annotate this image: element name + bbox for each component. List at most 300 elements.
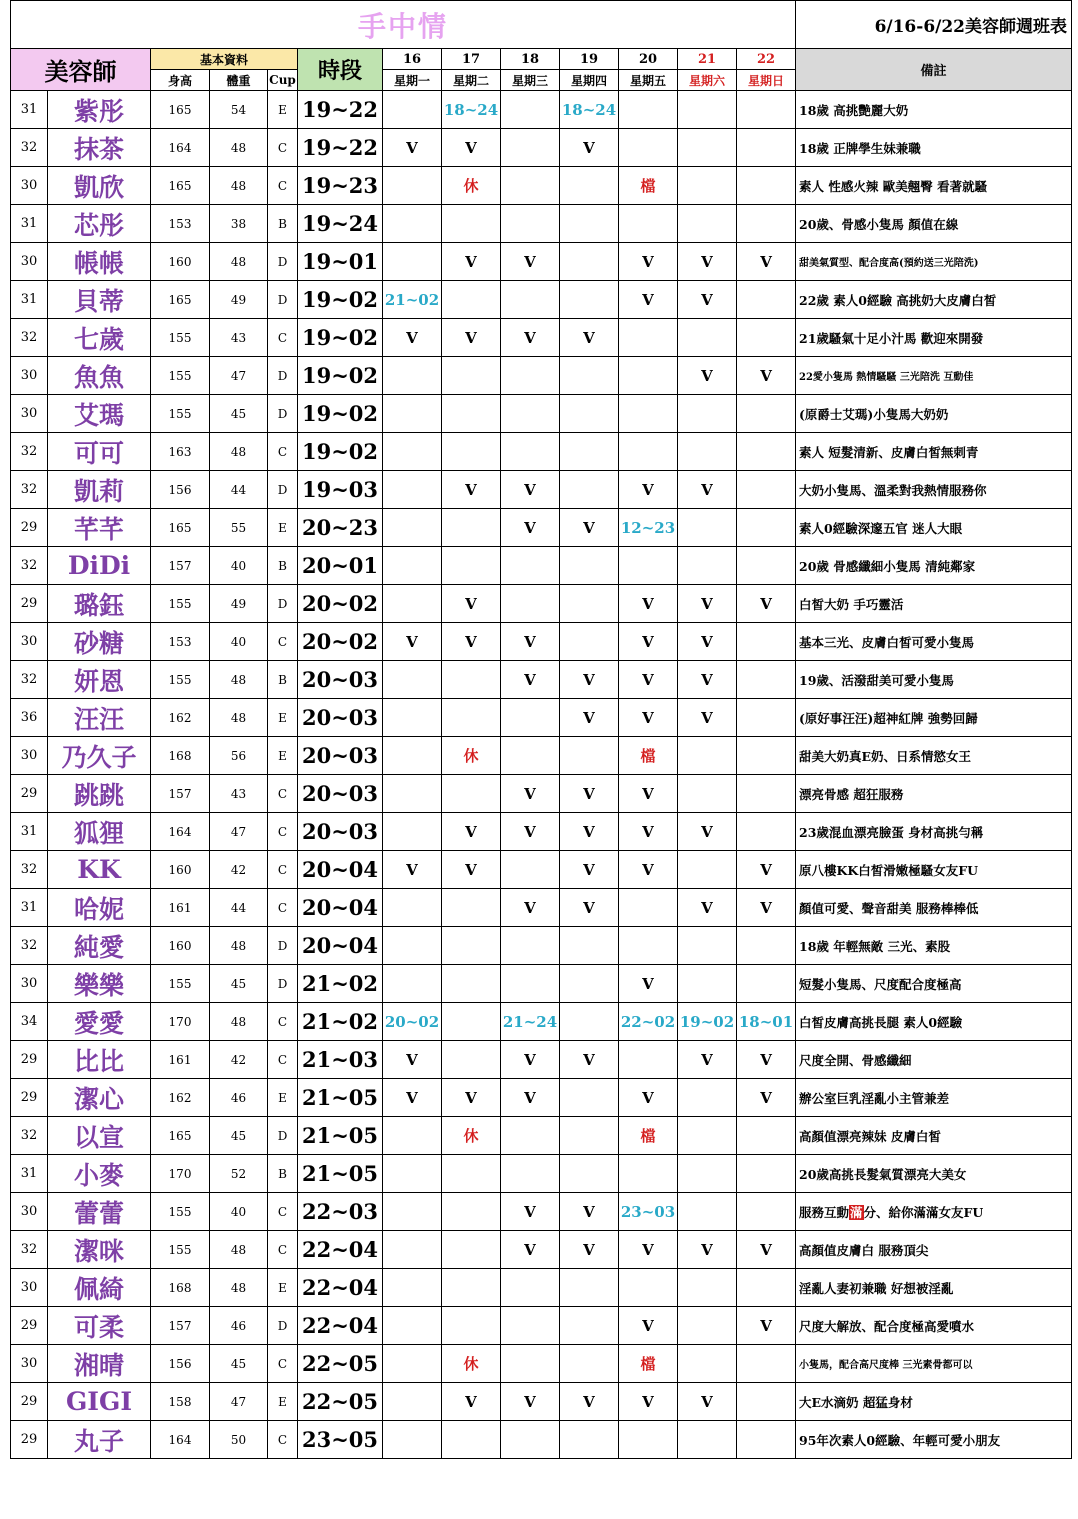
age-cell: 32: [11, 547, 48, 585]
time-slot-cell: 23~05: [298, 1421, 383, 1459]
cup-cell: C: [268, 623, 298, 661]
beautician-name: 以宣: [48, 1117, 151, 1155]
cup-header: Cup: [268, 70, 298, 91]
weight-cell: 48: [210, 433, 268, 471]
day-cell: V: [560, 775, 619, 813]
time-slot-cell: 19~02: [298, 395, 383, 433]
table-row: [11, 585, 1072, 623]
time-slot-cell: 20~04: [298, 927, 383, 965]
day-cell: V: [619, 699, 678, 737]
cup-cell: E: [268, 1383, 298, 1421]
day-cell: [737, 471, 796, 509]
day-cell: V: [560, 699, 619, 737]
beautician-name: 湘晴: [48, 1345, 151, 1383]
time-slot-cell: 21~02: [298, 965, 383, 1003]
day-cell: 檔: [619, 1117, 678, 1155]
cup-cell: E: [268, 91, 298, 129]
table-row: [11, 167, 1072, 205]
beautician-name: DiDi: [48, 547, 151, 585]
beautician-name: 汪汪: [48, 699, 151, 737]
day-cell: [501, 357, 560, 395]
weight-cell: 38: [210, 205, 268, 243]
day-cell: V: [501, 1079, 560, 1117]
day-cell: [737, 167, 796, 205]
day-cell: V: [442, 813, 501, 851]
table-row: [11, 737, 1072, 775]
day-cell: [383, 737, 442, 775]
day-cell: [501, 167, 560, 205]
day-cell: V: [619, 775, 678, 813]
day-cell: [501, 927, 560, 965]
age-cell: 31: [11, 205, 48, 243]
table-row: [11, 1041, 1072, 1079]
age-cell: 32: [11, 851, 48, 889]
day-cell: V: [619, 281, 678, 319]
day-cell: [737, 1345, 796, 1383]
age-cell: 32: [11, 129, 48, 167]
day-cell: V: [442, 243, 501, 281]
day-cell: [383, 1307, 442, 1345]
day-cell: V: [678, 357, 737, 395]
day-cell: V: [383, 1041, 442, 1079]
time-slot-cell: 20~01: [298, 547, 383, 585]
beautician-name: 佩綺: [48, 1269, 151, 1307]
day-cell: [619, 205, 678, 243]
day-cell: V: [619, 1231, 678, 1269]
weight-cell: 47: [210, 813, 268, 851]
day-cell: [442, 965, 501, 1003]
day-cell: [678, 927, 737, 965]
day-cell: V: [560, 889, 619, 927]
note-cell: 高顏值皮膚白 服務頂尖: [796, 1231, 1072, 1269]
note-cell: 22歲 素人0經驗 高挑奶大皮膚白皙: [796, 281, 1072, 319]
cup-cell: B: [268, 661, 298, 699]
day-cell: [383, 585, 442, 623]
cup-cell: C: [268, 1003, 298, 1041]
day-date-header: 18: [501, 49, 560, 70]
day-cell: V: [619, 585, 678, 623]
height-cell: 160: [151, 851, 210, 889]
time-slot-cell: 20~02: [298, 585, 383, 623]
day-cell: V: [501, 243, 560, 281]
height-cell: 161: [151, 889, 210, 927]
note-cell: 尺度全開、骨感纖細: [796, 1041, 1072, 1079]
day-cell: [501, 965, 560, 1003]
table-row: [11, 1003, 1072, 1041]
week-title: 6/16-6/22美容師週班表: [796, 1, 1072, 49]
day-cell: [383, 927, 442, 965]
table-row: [11, 547, 1072, 585]
day-cell: [560, 623, 619, 661]
cup-cell: D: [268, 965, 298, 1003]
day-cell: V: [619, 661, 678, 699]
weight-cell: 46: [210, 1307, 268, 1345]
table-row: [11, 471, 1072, 509]
table-row: [11, 889, 1072, 927]
beautician-name: GIGI: [48, 1383, 151, 1421]
cup-cell: D: [268, 585, 298, 623]
day-cell: V: [560, 813, 619, 851]
cup-cell: E: [268, 509, 298, 547]
weight-cell: 40: [210, 547, 268, 585]
time-slot-cell: 20~03: [298, 699, 383, 737]
day-cell: [737, 1421, 796, 1459]
day-cell: V: [501, 1193, 560, 1231]
day-cell: [501, 433, 560, 471]
time-slot-cell: 22~05: [298, 1383, 383, 1421]
day-cell: V: [619, 965, 678, 1003]
day-date-header: 21: [678, 49, 737, 70]
day-cell: [560, 585, 619, 623]
time-slot-cell: 20~03: [298, 737, 383, 775]
note-cell: 18歲 高挑艷麗大奶: [796, 91, 1072, 129]
day-cell: [442, 547, 501, 585]
day-cell: [737, 813, 796, 851]
note-cell: (原好事汪汪)超神紅牌 強勢回歸: [796, 699, 1072, 737]
day-date-header: 16: [383, 49, 442, 70]
day-cell: V: [383, 851, 442, 889]
time-slot-cell: 22~04: [298, 1269, 383, 1307]
day-cell: 休: [442, 1117, 501, 1155]
day-cell: [678, 509, 737, 547]
day-cell: [442, 1307, 501, 1345]
weight-cell: 55: [210, 509, 268, 547]
day-cell: [383, 889, 442, 927]
table-row: [11, 1383, 1072, 1421]
cup-cell: C: [268, 319, 298, 357]
day-cell: V: [442, 851, 501, 889]
day-cell: V: [501, 661, 560, 699]
time-slot-cell: 21~02: [298, 1003, 383, 1041]
beautician-name: 艾瑪: [48, 395, 151, 433]
day-cell: V: [737, 585, 796, 623]
cup-cell: D: [268, 1307, 298, 1345]
weight-cell: 47: [210, 357, 268, 395]
day-date-header: 17: [442, 49, 501, 70]
table-row: [11, 927, 1072, 965]
day-cell: [619, 433, 678, 471]
day-cell: [678, 775, 737, 813]
day-cell: [560, 1421, 619, 1459]
weight-cell: 48: [210, 1231, 268, 1269]
day-cell: 20~02: [383, 1003, 442, 1041]
table-row: [11, 433, 1072, 471]
day-cell: V: [442, 1079, 501, 1117]
table-row: [11, 1117, 1072, 1155]
beautician-name: 純愛: [48, 927, 151, 965]
height-cell: 165: [151, 281, 210, 319]
day-cell: [678, 1345, 737, 1383]
weight-cell: 45: [210, 1345, 268, 1383]
beautician-name: 潔心: [48, 1079, 151, 1117]
age-cell: 32: [11, 927, 48, 965]
day-cell: [442, 433, 501, 471]
weight-cell: 43: [210, 775, 268, 813]
day-cell: [501, 1117, 560, 1155]
table-row: [11, 965, 1072, 1003]
day-cell: [442, 699, 501, 737]
cup-cell: D: [268, 471, 298, 509]
age-cell: 29: [11, 1079, 48, 1117]
day-cell: V: [737, 851, 796, 889]
note-cell: 辦公室巨乳淫亂小主管兼差: [796, 1079, 1072, 1117]
day-cell: [737, 395, 796, 433]
day-cell: [383, 1421, 442, 1459]
note-cell: 顏值可愛、聲音甜美 服務棒棒低: [796, 889, 1072, 927]
beautician-name: 芊芊: [48, 509, 151, 547]
weight-cell: 54: [210, 91, 268, 129]
table-row: [11, 1155, 1072, 1193]
table-row: [11, 1231, 1072, 1269]
day-cell: [737, 547, 796, 585]
day-cell: [501, 91, 560, 129]
day-cell: [501, 129, 560, 167]
weight-cell: 50: [210, 1421, 268, 1459]
day-cell: [737, 1193, 796, 1231]
note-cell: 高顏值漂亮辣妹 皮膚白皙: [796, 1117, 1072, 1155]
cup-cell: C: [268, 1231, 298, 1269]
cup-cell: D: [268, 1117, 298, 1155]
day-cell: [737, 1383, 796, 1421]
note-text: 分、給你滿滿女友FU: [863, 1204, 984, 1220]
cup-cell: C: [268, 433, 298, 471]
day-cell: [678, 1269, 737, 1307]
note-cell: 18歲 正牌學生妹兼職: [796, 129, 1072, 167]
day-cell: V: [678, 661, 737, 699]
weekday-header: 星期二: [442, 70, 501, 91]
day-cell: [737, 965, 796, 1003]
day-cell: [678, 91, 737, 129]
day-cell: V: [619, 1307, 678, 1345]
day-cell: [560, 1269, 619, 1307]
time-slot-cell: 22~04: [298, 1231, 383, 1269]
height-cell: 161: [151, 1041, 210, 1079]
day-cell: V: [560, 1193, 619, 1231]
day-cell: [560, 927, 619, 965]
note-cell: 白皙皮膚高挑長腿 素人0經驗: [796, 1003, 1072, 1041]
weight-cell: 42: [210, 1041, 268, 1079]
day-cell: V: [678, 281, 737, 319]
table-row: [11, 205, 1072, 243]
note-cell: 22愛小隻馬 熱情騷騷 三光陪洗 互動佳: [796, 357, 1072, 395]
day-cell: [442, 281, 501, 319]
age-cell: 34: [11, 1003, 48, 1041]
day-cell: [560, 1155, 619, 1193]
weight-cell: 48: [210, 129, 268, 167]
note-cell: 原八樓KK白皙滑嫩極騷女友FU: [796, 851, 1072, 889]
day-cell: [383, 813, 442, 851]
beautician-name: 樂樂: [48, 965, 151, 1003]
time-slot-cell: 20~03: [298, 775, 383, 813]
weight-cell: 49: [210, 281, 268, 319]
day-cell: V: [678, 585, 737, 623]
height-cell: 153: [151, 623, 210, 661]
day-cell: [737, 1155, 796, 1193]
height-cell: 155: [151, 357, 210, 395]
time-slot-cell: 21~05: [298, 1155, 383, 1193]
beautician-name: 貝蒂: [48, 281, 151, 319]
height-cell: 164: [151, 1421, 210, 1459]
height-cell: 158: [151, 1383, 210, 1421]
day-cell: [383, 1383, 442, 1421]
age-cell: 29: [11, 1307, 48, 1345]
cup-cell: D: [268, 357, 298, 395]
day-cell: [737, 1117, 796, 1155]
note-cell: 甜美氣質型、配合度高(預約送三光陪洗): [796, 243, 1072, 281]
height-cell: 165: [151, 1117, 210, 1155]
note-cell: 短髮小隻馬、尺度配合度極高: [796, 965, 1072, 1003]
day-cell: 23~03: [619, 1193, 678, 1231]
height-cell: 155: [151, 1193, 210, 1231]
age-cell: 29: [11, 585, 48, 623]
day-cell: [619, 889, 678, 927]
day-cell: [737, 205, 796, 243]
cup-cell: D: [268, 281, 298, 319]
day-cell: [737, 91, 796, 129]
note-cell: 20歲 骨感纖細小隻馬 清純鄰家: [796, 547, 1072, 585]
day-cell: V: [619, 1079, 678, 1117]
time-slot-cell: 19~22: [298, 129, 383, 167]
notes-header: 備註: [796, 49, 1072, 91]
beautician-name: 丸子: [48, 1421, 151, 1459]
day-cell: 休: [442, 737, 501, 775]
table-row: [11, 1307, 1072, 1345]
note-cell: (原爵士艾瑪)小隻馬大奶奶: [796, 395, 1072, 433]
beautician-name: 凱莉: [48, 471, 151, 509]
day-date-header: 22: [737, 49, 796, 70]
day-cell: [737, 509, 796, 547]
weight-header: 體重: [210, 70, 268, 91]
day-cell: [383, 1117, 442, 1155]
day-cell: [619, 1421, 678, 1459]
cup-cell: D: [268, 927, 298, 965]
cup-cell: C: [268, 167, 298, 205]
cup-cell: E: [268, 699, 298, 737]
height-cell: 155: [151, 1231, 210, 1269]
note-cell: 小隻馬，配合高尺度棒 三光素骨都可以: [796, 1345, 1072, 1383]
day-cell: [560, 965, 619, 1003]
day-cell: V: [619, 1383, 678, 1421]
table-row: [11, 357, 1072, 395]
day-cell: [383, 471, 442, 509]
beautician-name: 七歲: [48, 319, 151, 357]
day-cell: [383, 357, 442, 395]
height-cell: 160: [151, 927, 210, 965]
weight-cell: 45: [210, 395, 268, 433]
day-cell: 21~24: [501, 1003, 560, 1041]
time-slot-cell: 21~05: [298, 1117, 383, 1155]
day-cell: [383, 699, 442, 737]
time-slot-cell: 19~24: [298, 205, 383, 243]
table-row: [11, 281, 1072, 319]
table-row: [11, 1421, 1072, 1459]
day-cell: [501, 281, 560, 319]
title-row: [11, 1, 1072, 49]
day-cell: [737, 737, 796, 775]
cup-cell: C: [268, 851, 298, 889]
day-date-header: 19: [560, 49, 619, 70]
day-cell: [737, 661, 796, 699]
day-cell: [501, 1155, 560, 1193]
beautician-header: 美容師: [11, 49, 151, 91]
day-cell: [383, 775, 442, 813]
table-row: [11, 91, 1072, 129]
day-cell: [560, 205, 619, 243]
day-cell: V: [501, 1383, 560, 1421]
note-cell: 21歲騷氣十足小汁馬 歡迎來開發: [796, 319, 1072, 357]
day-cell: [737, 129, 796, 167]
day-cell: [678, 1193, 737, 1231]
day-cell: V: [737, 1231, 796, 1269]
day-cell: [560, 281, 619, 319]
time-slot-cell: 19~23: [298, 167, 383, 205]
day-cell: [442, 1269, 501, 1307]
day-cell: [442, 1155, 501, 1193]
day-cell: [678, 395, 737, 433]
beautician-name: 跳跳: [48, 775, 151, 813]
day-cell: V: [501, 1231, 560, 1269]
note-cell: 甜美大奶真E奶、日系情慾女王: [796, 737, 1072, 775]
day-cell: [442, 1193, 501, 1231]
day-cell: 檔: [619, 737, 678, 775]
day-cell: [619, 1041, 678, 1079]
table-row: [11, 509, 1072, 547]
beautician-name: 可柔: [48, 1307, 151, 1345]
day-cell: V: [737, 357, 796, 395]
age-cell: 32: [11, 1231, 48, 1269]
day-cell: [383, 661, 442, 699]
table-row: [11, 699, 1072, 737]
day-cell: [678, 737, 737, 775]
day-cell: V: [560, 1231, 619, 1269]
height-cell: 170: [151, 1155, 210, 1193]
beautician-name: 乃久子: [48, 737, 151, 775]
cup-cell: E: [268, 737, 298, 775]
cup-cell: D: [268, 243, 298, 281]
time-slot-cell: 21~03: [298, 1041, 383, 1079]
day-cell: V: [619, 813, 678, 851]
day-cell: [678, 1421, 737, 1459]
cup-cell: E: [268, 1079, 298, 1117]
day-cell: V: [501, 813, 560, 851]
day-cell: V: [501, 775, 560, 813]
cup-cell: C: [268, 889, 298, 927]
day-cell: V: [383, 129, 442, 167]
beautician-name: 愛愛: [48, 1003, 151, 1041]
height-cell: 156: [151, 1345, 210, 1383]
day-cell: [678, 1307, 737, 1345]
table-row: [11, 1079, 1072, 1117]
beautician-name: 蕾蕾: [48, 1193, 151, 1231]
day-cell: V: [619, 243, 678, 281]
weight-cell: 43: [210, 319, 268, 357]
table-row: [11, 775, 1072, 813]
weekday-header: 星期三: [501, 70, 560, 91]
table-row: [11, 661, 1072, 699]
height-cell: 168: [151, 1269, 210, 1307]
time-slot-cell: 21~05: [298, 1079, 383, 1117]
day-cell: V: [501, 1041, 560, 1079]
cup-cell: D: [268, 395, 298, 433]
day-cell: V: [737, 889, 796, 927]
height-cell: 170: [151, 1003, 210, 1041]
weight-cell: 44: [210, 889, 268, 927]
day-cell: [560, 1003, 619, 1041]
day-cell: V: [383, 623, 442, 661]
day-cell: V: [560, 509, 619, 547]
time-slot-header: 時段: [298, 49, 383, 91]
age-cell: 30: [11, 1269, 48, 1307]
